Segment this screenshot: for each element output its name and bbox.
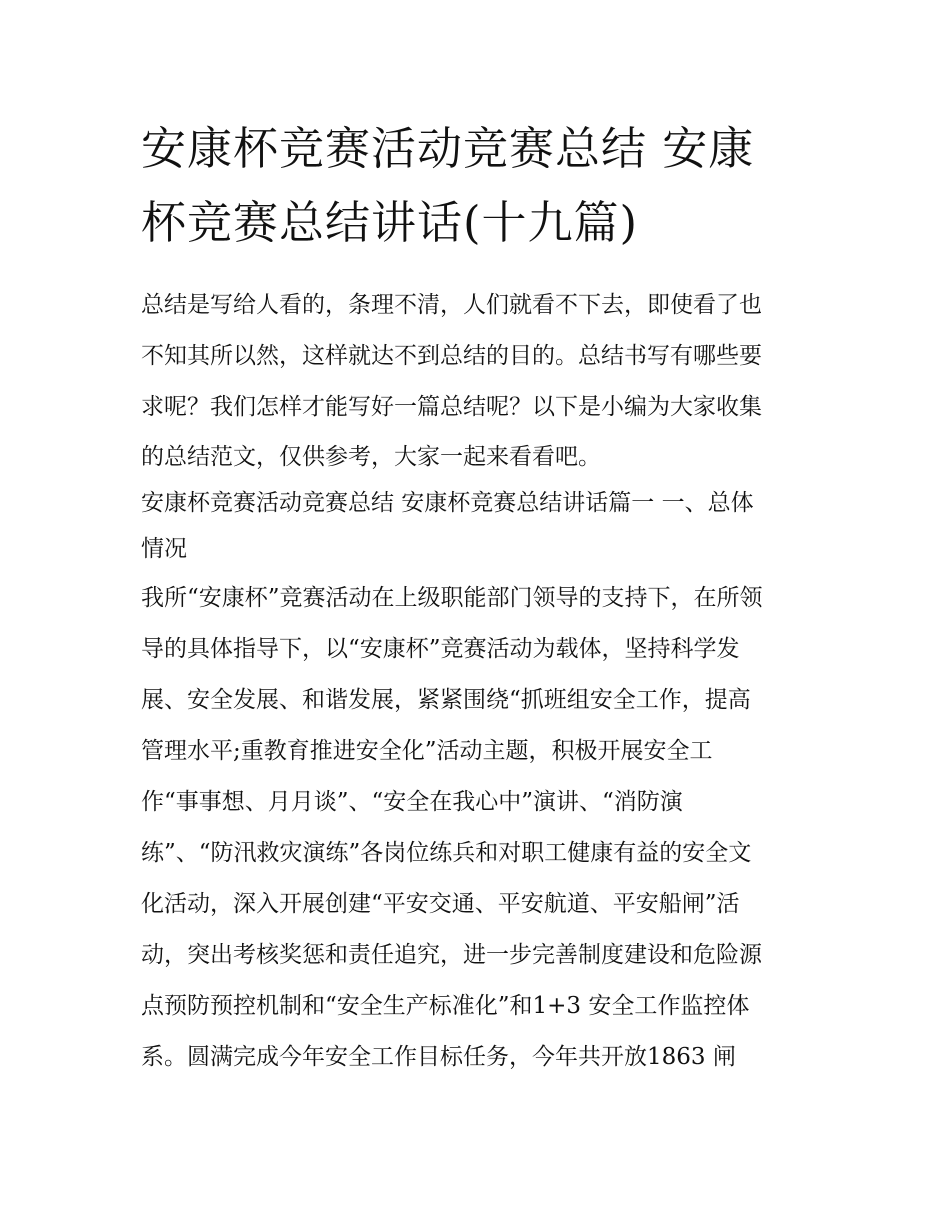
document-body (141, 280, 813, 1083)
text-line: 安康杯竞赛活动竞赛总结 安康杯竞赛总结讲话篇一 一、总体 (141, 490, 754, 516)
text-line: 我所“安康杯”竞赛活动在上级职能部门领导的支持下，在所领 (141, 585, 763, 611)
title-line: 安康杯竞赛活动竞赛总结 安康 (141, 122, 755, 175)
text-line: 展、安全发展、和谐发展，紧紧围绕“抓班组安全工作，提高 (141, 687, 751, 713)
document-page (141, 112, 813, 1083)
section-heading (141, 481, 813, 573)
title-line: 杯竞赛总结讲话(十九篇) (141, 196, 639, 249)
text-line: 化活动，深入开展创建“平安交通、平安航道、平安船闸”活 (141, 891, 740, 917)
text-line: 点预防预控机制和“安全生产标准化”和1+3 安全工作监控体 (141, 993, 750, 1019)
text-line: 的总结范文，仅供参考，大家一起来看看吧。 (141, 444, 601, 470)
document-title (141, 112, 813, 260)
text-line: 求呢？我们怎样才能写好一篇总结呢？以下是小编为大家收集 (141, 394, 762, 420)
intro-paragraph (141, 280, 813, 481)
text-line: 不知其所以然，这样就达不到总结的目的。总结书写有哪些要 (141, 343, 762, 369)
text-line: 练”、“防汛救灾演练”各岗位练兵和对职工健康有益的安全文 (141, 840, 752, 866)
text-line: 动，突出考核奖惩和责任追究，进一步完善制度建设和危险源 (141, 942, 762, 968)
text-line: 总结是写给人看的，条理不清，人们就看不下去，即使看了也 (141, 292, 762, 318)
text-line: 作“事事想、月月谈”、“安全在我心中”演讲、“消防演 (141, 789, 683, 815)
body-paragraph (141, 573, 813, 1083)
text-line: 系。圆满完成今年安全工作目标任务，今年共开放1863 闸 (141, 1044, 736, 1070)
text-line: 导的具体指导下，以“安康杯”竞赛活动为载体，坚持科学发 (141, 636, 740, 662)
text-line: 情况 (141, 536, 187, 562)
text-line: 管理水平;重教育推进安全化”活动主题，积极开展安全工 (141, 738, 713, 764)
